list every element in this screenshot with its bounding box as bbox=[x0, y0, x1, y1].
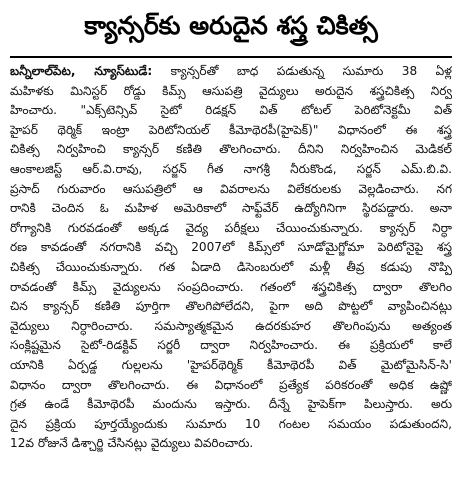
article-line: గ్రత ఉండే కీమోథెరపీ మందును ఇస్తారు. దీన్నే హైపెక్‌గా పిలుస్తారు. అరు bbox=[10, 397, 452, 412]
article-line-text: క్యాన్సర్‌తో బాధ పడుతున్న సుమారు 38 ఏళ్ల bbox=[170, 64, 452, 78]
article-line: హైపర్ థెర్మిక్ ఇంట్రా పెరిటోనియల్ కీమోథెరపీ(హైపెక్)" విధానంలో ఈ శస్త్ర bbox=[10, 122, 452, 137]
article-line: వైద్యులు నిర్ధారించారు. సమస్యాత్మకమైన ఉదరకుహర తొలగింపును అత్యంత bbox=[10, 318, 452, 333]
article-line: చిన క్యాన్సర్ కణితి పూర్తిగా తొలగిపోలేదని, పైగా అది పొట్టలో వ్యాపించినట్లు bbox=[10, 299, 452, 314]
article-line: చికిత్స నిర్వహించి క్యాన్సర్ కణితి తొలగించారు. దీనిని నిర్వహించిన మెడికల్ bbox=[10, 142, 452, 157]
article-line: రానికి చెందిన ఓ మహిళ అమెరికాలో సాఫ్ట్‌వేర్ ఉద్యోగినిగా స్థిరపడ్డారు. అనా bbox=[10, 201, 452, 216]
article-line: మహిళకు మినిస్టర్ రోడ్డు కిమ్స్ ఆసుపత్రి వైద్యులు అరుదైన శస్త్రచికిత్స నిర్వ bbox=[10, 83, 452, 98]
article-line: దైన ప్రక్రియ పూర్తయ్యేందుకు సుమారు 10 గంటల సమయం పడుతుందని, bbox=[10, 416, 452, 431]
article-line: 12వ రోజునే డిశ్చార్జి చేసినట్లు వైద్యులు వివరించారు. bbox=[10, 436, 254, 451]
headline: క్యాన్సర్‌కు అరుదైన శస్త్ర చికిత్స bbox=[84, 11, 378, 40]
article-line: సంక్లిష్టమైన సైటో-రిడక్టివ్ సర్జరీ ద్వారా నిర్వహించారు. ఈ ప్రక్రియలో కాలే bbox=[10, 338, 452, 353]
article-line: విధానం ద్వారా తొలగించారు. ఈ విధానంలో ప్రత్యేక పరికరంతో అధిక ఉష్ణో bbox=[10, 377, 452, 392]
article-line: యానికి ఏర్పడ్డ గుల్లలను 'హైపర్‌థెర్మిక్ కీమోథెరపీ విత్ మైటోమైసిన్-సి' bbox=[10, 357, 452, 372]
article-line: రోగ్యానికి గురవడంతో అక్కడ వైద్య పరీక్షలు చేయించుకున్నారు. క్యాన్సర్ నిర్ధా bbox=[10, 220, 452, 235]
article-line: ఆంకాలజిస్ట్ ఆర్.వి.రావు, సర్జన్ గీత నాగశ్రీ నీరుకొండ, సర్జన్ ఎమ్.బి.వి. bbox=[10, 161, 452, 176]
article-line: రణ కావడంతో నగరానికి వచ్చి 2007లో కిమ్స్‌లో సూడోమైగ్జోమా పెరిటోనైపై శస్త్ర bbox=[10, 240, 452, 255]
news-clipping bbox=[0, 4, 462, 496]
dateline: బన్నీలాల్‌పేట, న్యూస్‌టుడే: bbox=[10, 64, 153, 78]
article-line: రావడంతో కిమ్స్ వైద్యులను సంప్రదించారు. గతంలో శస్త్రచికిత్స ద్వారా తొలగిం bbox=[10, 279, 452, 294]
article-line bbox=[10, 62, 452, 82]
article-line: హించారు. "ఎక్స్‌టెన్సివ్ సైటో రిడక్షన్ విత్ టోటల్ పెరిటోనెక్టమీ విత్ bbox=[10, 103, 452, 118]
article-body bbox=[10, 62, 452, 454]
article-line: ప్రసాద్ గురువారం ఆసుపత్రిలో ఆ వివరాలను విలేకరులకు వెల్లడించారు. నగ bbox=[10, 181, 452, 196]
headline-divider bbox=[10, 56, 452, 58]
article-line: చికిత్స చేయించుకున్నారు. గత ఏడాది డిసెంబరులో మళ్లీ తీవ్ర కడుపు నొప్పి bbox=[10, 259, 452, 274]
